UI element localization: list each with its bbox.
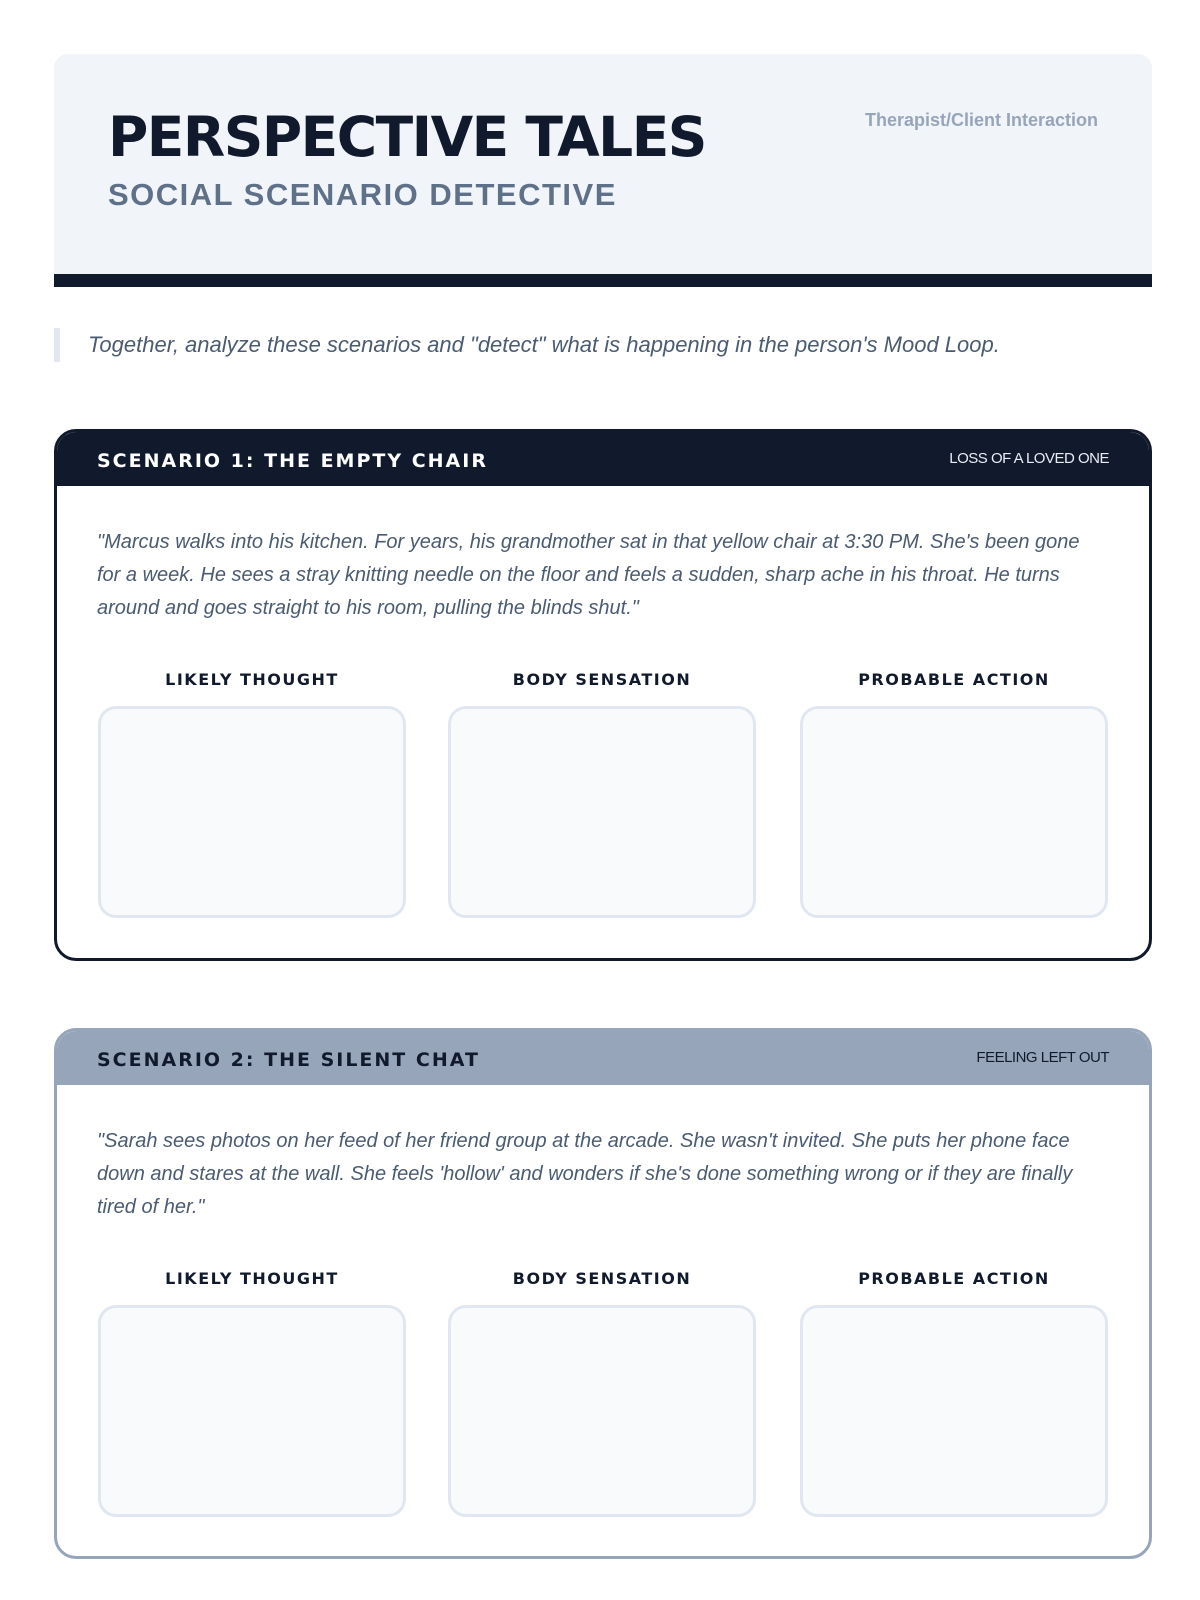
header-divider-bar <box>54 274 1152 287</box>
intro-instructions: Together, analyze these scenarios and "detect" what is happening in the person's Mood Loop. <box>54 328 1152 362</box>
likely-thought-answer-box[interactable] <box>98 706 406 918</box>
scenario-header <box>57 432 1149 486</box>
scenario-title: SCENARIO 1: THE EMPTY CHAIR <box>97 450 488 472</box>
scenario-header <box>57 1031 1149 1085</box>
scenario-tag: LOSS OF A LOVED ONE <box>949 450 1109 467</box>
interaction-type-label: Therapist/Client Interaction <box>864 110 1098 130</box>
worksheet-header <box>54 54 1152 287</box>
page-subtitle: SOCIAL SCENARIO DETECTIVE <box>108 177 617 212</box>
scenario-story: "Marcus walks into his kitchen. For years, his grandmother sat in that yellow chair at 3:30 PM. She's been gone for a week. He sees a stray knitting needle on the floor and feels a sudden, sharp ache in his throat. He turns around and goes straight to his room, pulling the blinds shut." <box>97 531 1080 619</box>
scenario-card-2 <box>54 1028 1152 1559</box>
likely-thought-label: LIKELY THOUGHT <box>165 1269 339 1288</box>
probable-action-answer-box[interactable] <box>800 1305 1108 1517</box>
scenario-card-1 <box>54 429 1152 961</box>
scenario-title: SCENARIO 2: THE SILENT CHAT <box>97 1049 480 1071</box>
page-title: PERSPECTIVE TALES <box>108 105 706 169</box>
body-sensation-answer-box[interactable] <box>448 1305 756 1517</box>
likely-thought-label: LIKELY THOUGHT <box>165 670 339 689</box>
probable-action-label: PROBABLE ACTION <box>858 1269 1050 1288</box>
body-sensation-label: BODY SENSATION <box>512 670 692 689</box>
body-sensation-answer-box[interactable] <box>448 706 756 918</box>
probable-action-answer-box[interactable] <box>800 706 1108 918</box>
scenario-story: "Sarah sees photos on her feed of her friend group at the arcade. She wasn't invited. She puts her phone face down and stares at the wall. She feels 'hollow' and wonders if she's done something wrong or if they are finally tired of her." <box>97 1130 1073 1218</box>
probable-action-label: PROBABLE ACTION <box>858 670 1050 689</box>
likely-thought-answer-box[interactable] <box>98 1305 406 1517</box>
body-sensation-label: BODY SENSATION <box>512 1269 692 1288</box>
scenario-tag: FEELING LEFT OUT <box>976 1049 1109 1066</box>
